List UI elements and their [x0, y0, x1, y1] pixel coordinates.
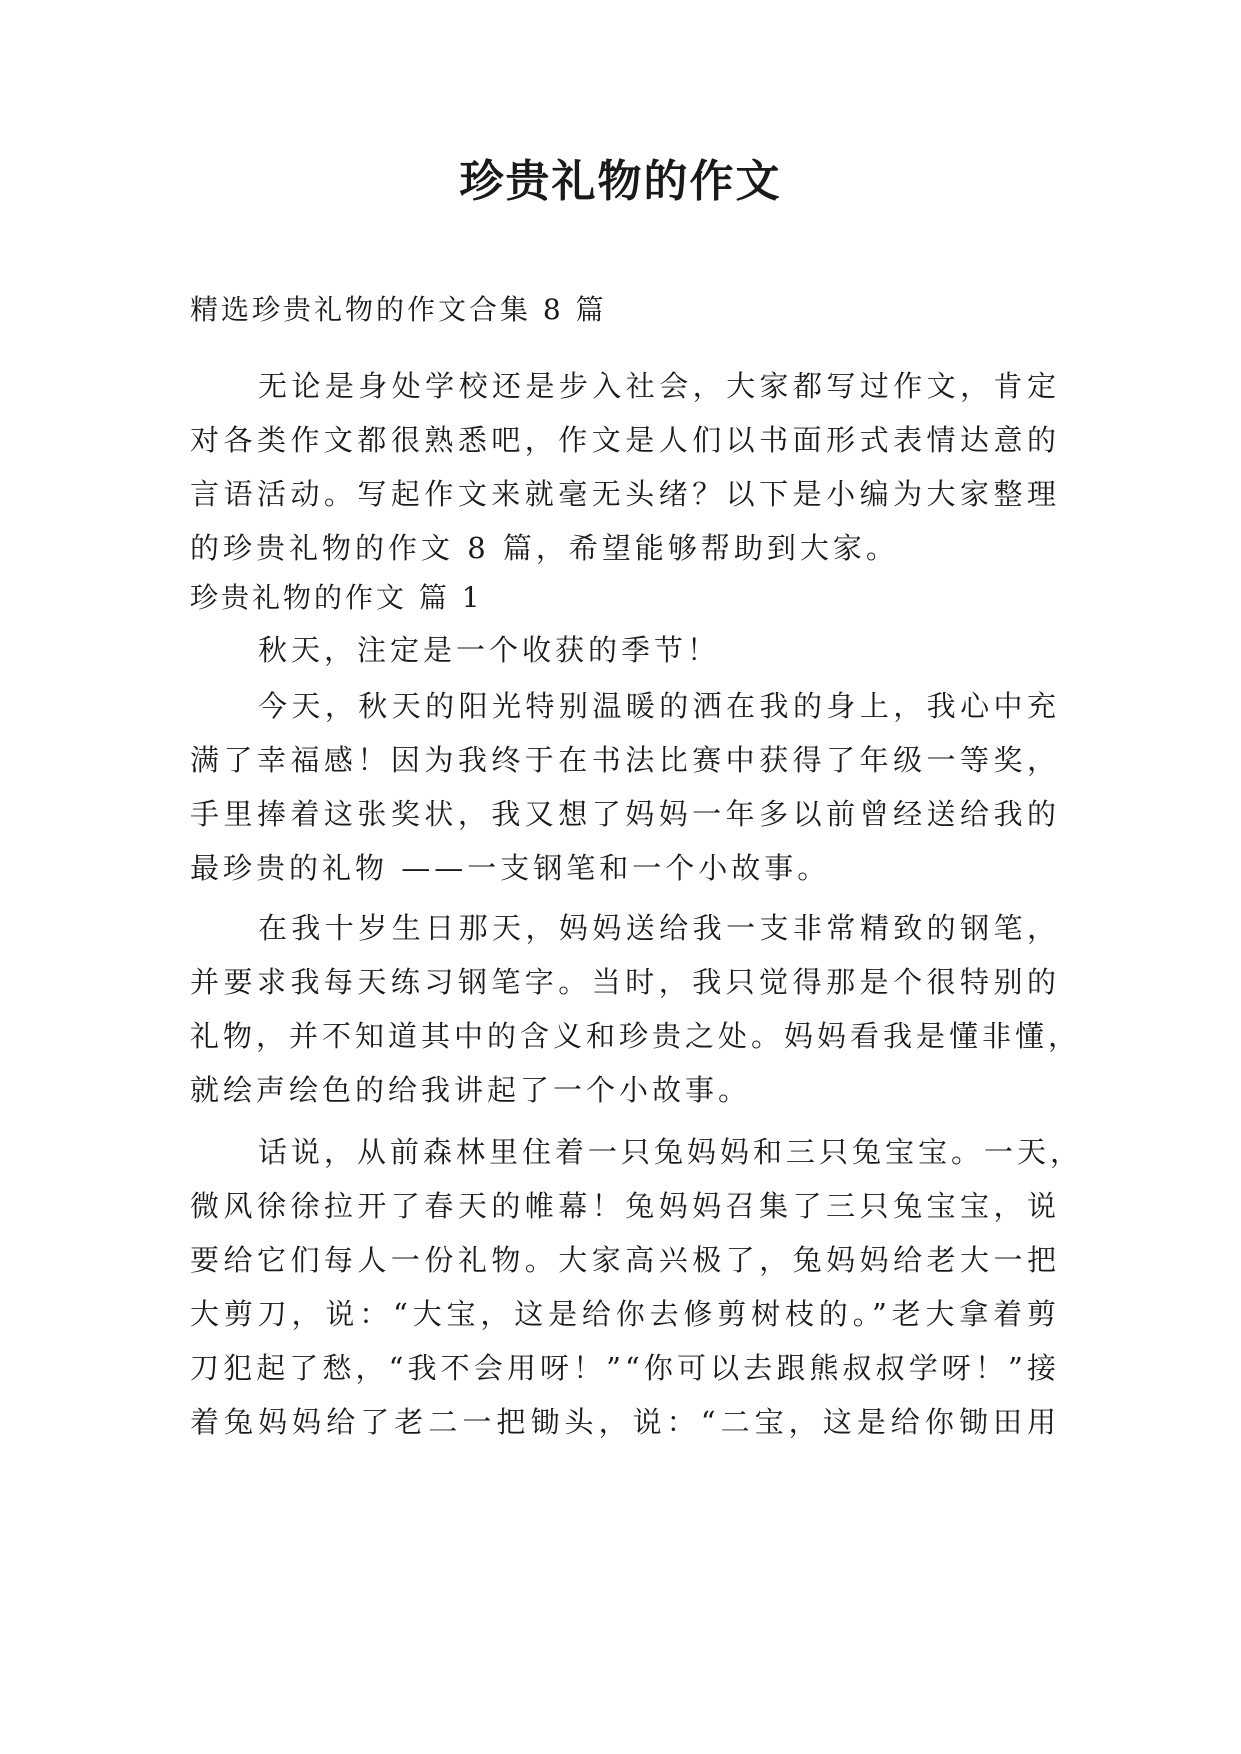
paragraph-1-line-1: 秋天，注定是一个收获的季节！ [258, 633, 721, 667]
document-subtitle: 精选珍贵礼物的作文合集 8 篇 [190, 293, 607, 326]
paragraph-2-line-2: 满了幸福感！因为我终于在书法比赛中获得了年级一等奖， [190, 743, 1060, 777]
section-heading: 珍贵礼物的作文 篇 1 [190, 581, 483, 614]
paragraph-4-line-5: 刀犯起了愁，“我不会用呀！”“你可以去跟熊叔叔学呀！”接 [190, 1351, 1060, 1385]
paragraph-4-line-2: 微风徐徐拉开了春天的帷幕！兔妈妈召集了三只兔宝宝，说 [190, 1189, 1060, 1223]
intro-line-4: 的珍贵礼物的作文 8 篇，希望能够帮助到大家。 [190, 531, 899, 565]
paragraph-4-line-3: 要给它们每人一份礼物。大家高兴极了，兔妈妈给老大一把 [190, 1243, 1060, 1277]
document-title: 珍贵礼物的作文 [459, 156, 782, 207]
paragraph-4-line-4: 大剪刀，说：“大宝，这是给你去修剪树枝的。”老大拿着剪 [190, 1297, 1060, 1331]
paragraph-3-line-3: 礼物，并不知道其中的含义和珍贵之处。妈妈看我是懂非懂， [190, 1019, 1082, 1053]
intro-line-3: 言语活动。写起作文来就毫无头绪？以下是小编为大家整理 [190, 477, 1060, 511]
paragraph-2-line-3: 手里捧着这张奖状，我又想了妈妈一年多以前曾经送给我的 [190, 797, 1060, 831]
paragraph-2-line-1: 今天，秋天的阳光特别温暖的洒在我的身上，我心中充 [258, 689, 1060, 723]
paragraph-4-line-6: 着兔妈妈给了老二一把锄头，说：“二宝，这是给你锄田用 [190, 1405, 1060, 1439]
paragraph-3-line-1: 在我十岁生日那天，妈妈送给我一支非常精致的钢笔， [258, 911, 1060, 945]
paragraph-2-line-4: 最珍贵的礼物 ——一支钢笔和一个小故事。 [190, 851, 831, 885]
intro-line-2: 对各类作文都很熟悉吧，作文是人们以书面形式表情达意的 [190, 423, 1060, 457]
paragraph-4-line-1: 话说，从前森林里住着一只兔妈妈和三只兔宝宝。一天， [258, 1135, 1084, 1169]
paragraph-3-line-4: 就绘声绘色的给我讲起了一个小故事。 [190, 1073, 752, 1107]
intro-line-1: 无论是身处学校还是步入社会，大家都写过作文，肯定 [258, 369, 1060, 403]
paragraph-3-line-2: 并要求我每天练习钢笔字。当时，我只觉得那是个很特别的 [190, 965, 1060, 999]
